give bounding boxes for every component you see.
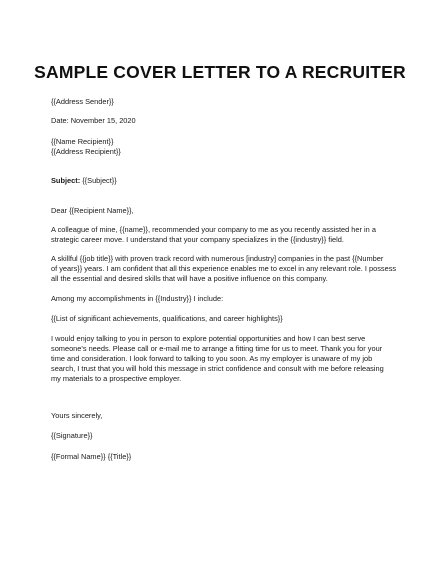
paragraph-3-line-1: I would enjoy talking to you in person to explore potential opportunities and how I can best serve xyxy=(51,334,366,343)
paragraph-2-line-2: of years}} years. I am confident that all this experience enables me to excel in any relevant role. I possess xyxy=(51,264,397,273)
salutation: Dear {{Recipient Name}}, xyxy=(51,206,134,215)
subject-line xyxy=(51,175,394,186)
subject-label: Subject: xyxy=(51,176,81,185)
signature: {{Signature}} xyxy=(51,431,93,440)
paragraph-3-line-5: my materials to a prospective employer. xyxy=(51,374,182,383)
recipient-address: {{Address Recipient}} xyxy=(51,147,121,156)
paragraph-2-line-3: all the essential and desired skills that will have a positive influence on this company. xyxy=(51,274,328,283)
paragraph-3-line-3: time and consideration. I look forward to talking to you soon. As my employer is unaware of my job xyxy=(51,354,373,363)
paragraph-1-line-1: A colleague of mine, {{name}}, recommended your company to me as you recently assisted her in a xyxy=(51,225,376,234)
document-title: SAMPLE COVER LETTER TO A RECRUITER xyxy=(34,62,406,82)
letter-date: Date: November 15, 2020 xyxy=(51,116,136,125)
paragraph-1-line-2: strategic career move. I understand that your company specializes in the {{industry}} field. xyxy=(51,235,344,244)
formal-name-title: {{Formal Name}} {{Title}} xyxy=(51,452,132,461)
paragraph-3-line-4: search, I trust that you will hold this message in strict confidence and consult with me before releasing xyxy=(51,364,384,373)
recipient-name: {{Name Recipient}} xyxy=(51,137,114,146)
paragraph-2-line-1: A skillful {{job title}} with proven track record with numerous [industry] companies in the past {{Number xyxy=(51,254,384,263)
sender-address: {{Address Sender}} xyxy=(51,97,114,106)
subject-value: {{Subject}} xyxy=(80,176,117,185)
paragraph-3-line-2: someone's needs. Please call or e-mail me to arrange a fitting time for us to meet. Thank you for your xyxy=(51,344,383,353)
accomplishments-list: {{List of significant achievements, qualifications, and career highlights}} xyxy=(51,314,283,323)
closing: Yours sincerely, xyxy=(51,411,103,420)
accomplishments-intro: Among my accomplishments in {{Industry}} I include: xyxy=(51,294,224,303)
